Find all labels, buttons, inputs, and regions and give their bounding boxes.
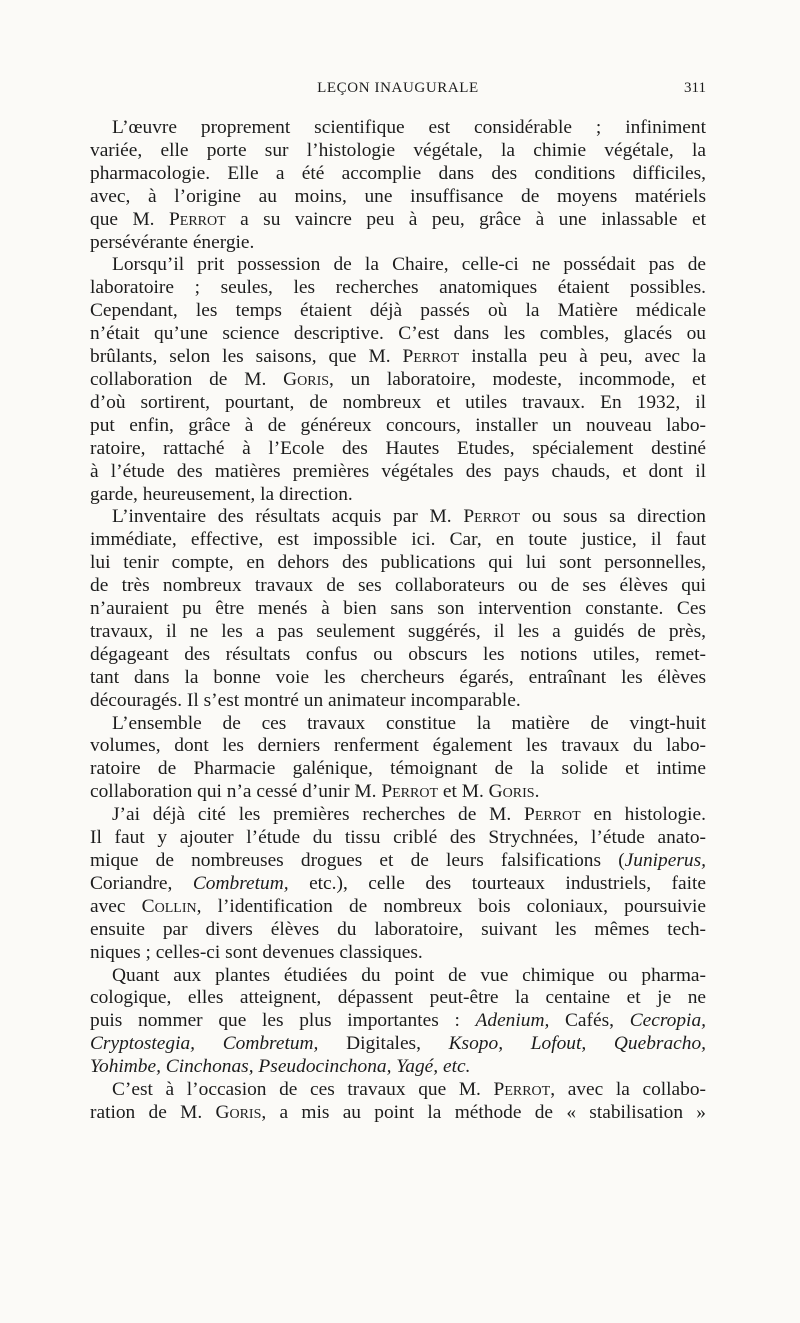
text-line: L’ensemble de ces travaux constitue la matière de vingt-huit xyxy=(112,712,706,734)
text-line: Coriandre, Combretum, etc.), celle des tourteaux industriels, faite xyxy=(90,872,706,894)
text-line: cologique, elles atteignent, dépassent peut-être la centaine et je ne xyxy=(90,987,706,1009)
text-line: Cependant, les temps étaient déjà passés où la Matière médicale xyxy=(90,300,706,322)
text-line: lui tenir compte, en dehors des publications qui lui sont personnelles, xyxy=(90,552,706,574)
text-line: à l’étude des matières premières végétales des pays chauds, et dont il xyxy=(90,460,706,482)
text-line: tant dans la bonne voie les chercheurs égarés, entraînant les élèves xyxy=(90,666,706,688)
running-title: LEÇON INAUGURALE xyxy=(317,80,479,96)
text-line: J’ai déjà cité les premières recherches de M. Perrot en histologie. xyxy=(112,804,706,826)
paragraph xyxy=(90,117,706,254)
author-name: Goris xyxy=(283,368,330,390)
text-line: n’auraient pu être menés à bien sans son intervention constante. Ces xyxy=(90,598,706,620)
text-line: que M. Perrot a su vaincre peu à peu, grâce à une inlassable et xyxy=(90,208,706,230)
text-line: ratoire de Pharmacie galénique, témoignant de la solide et intime xyxy=(90,758,706,780)
text-line: Lorsqu’il prit possession de la Chaire, celle-ci ne possédait pas de xyxy=(112,254,706,276)
text-line: travaux, il ne les a pas seulement suggérés, il les a guidés de près, xyxy=(90,620,706,642)
author-name: Perrot xyxy=(524,804,581,826)
author-name: Goris xyxy=(488,781,535,803)
text-line: variée, elle porte sur l’histologie végétale, la chimie végétale, la xyxy=(90,139,706,161)
text-line: découragés. Il s’est montré un animateur incomparable. xyxy=(90,689,521,711)
text-line: collaboration qui n’a cessé d’unir M. Perrot et M. Goris. xyxy=(90,781,540,803)
text-line: d’où sortirent, pourtant, de nombreux et utiles travaux. En 1932, il xyxy=(90,391,706,413)
text-line: ensuite par divers élèves du laboratoire, suivant les mêmes tech- xyxy=(90,918,706,940)
text-line: pharmacologie. Elle a été accomplie dans des conditions difficiles, xyxy=(90,162,706,184)
text-line: garde, heureusement, la direction. xyxy=(90,483,353,505)
author-name: Goris xyxy=(215,1101,262,1123)
paragraph xyxy=(90,254,706,506)
text-line: laboratoire ; seules, les recherches anatomiques étaient possibles. xyxy=(90,277,706,299)
page-number: 311 xyxy=(684,80,706,96)
author-name: Perrot xyxy=(463,506,521,528)
text-line: puis nommer que les plus importantes : Adenium, Cafés, Cecropia, xyxy=(90,1010,706,1032)
author-name: Perrot xyxy=(493,1079,551,1101)
text-line: brûlants, selon les saisons, que M. Perrot installa peu à peu, avec la xyxy=(90,346,706,368)
text-line: Yohimbe, Cinchonas, Pseudocinchona, Yagé, etc. xyxy=(90,1056,471,1078)
text-line: de très nombreux travaux de ses collaborateurs ou de ses élèves qui xyxy=(90,575,706,597)
text-line: n’était qu’une science descriptive. C’est dans les combles, glacés ou xyxy=(90,323,706,345)
text-line: L’œuvre proprement scientifique est considérable ; infiniment xyxy=(112,117,706,138)
text-line: Il faut y ajouter l’étude du tissu criblé des Strychnées, l’étude anato- xyxy=(90,827,706,849)
author-name: Collin xyxy=(141,895,197,917)
text-line: niques ; celles-ci sont devenues classiques. xyxy=(90,941,423,963)
author-name: Perrot xyxy=(381,781,439,803)
text-line: collaboration de M. Goris, un laboratoire, modeste, incommode, et xyxy=(90,368,706,390)
text-line: L’inventaire des résultats acquis par M. Perrot ou sous sa direction xyxy=(112,506,706,528)
author-name: Perrot xyxy=(402,346,460,368)
text-line: mique de nombreuses drogues et de leurs falsifications (Juniperus, xyxy=(90,850,706,871)
paragraph xyxy=(90,804,706,964)
text-line: ration de M. Goris, a mis au point la méthode de « stabilisation » xyxy=(90,1101,706,1123)
text-line: immédiate, effective, est impossible ici. Car, en toute justice, il faut xyxy=(90,529,706,551)
text-line: avec Collin, l’identification de nombreux bois coloniaux, poursuivie xyxy=(90,895,706,917)
paragraph xyxy=(90,965,706,1080)
text-line: persévérante énergie. xyxy=(90,231,255,253)
paragraph xyxy=(90,506,706,712)
text-line: volumes, dont les derniers renferment également les travaux du labo- xyxy=(90,735,706,757)
paragraph xyxy=(90,1079,706,1125)
text-line: Cryptostegia, Combretum, Digitales, Ksopo, Lofout, Quebracho, xyxy=(90,1033,706,1055)
text-line: dégageant des résultats confus ou obscurs les notions utiles, remet- xyxy=(90,643,706,665)
text-line: put enfin, grâce à de généreux concours, installer un nouveau labo- xyxy=(90,414,706,436)
text-line: avec, à l’origine au moins, une insuffisance de moyens matériels xyxy=(90,185,706,207)
text-line: ratoire, rattaché à l’Ecole des Hautes Etudes, spécialement destiné xyxy=(90,437,706,459)
text-line: Quant aux plantes étudiées du point de vue chimique ou pharma- xyxy=(112,964,706,986)
page-header xyxy=(90,80,706,102)
body-text xyxy=(90,117,706,1125)
paragraph xyxy=(90,713,706,805)
author-name: Perrot xyxy=(168,208,226,230)
text-line: C’est à l’occasion de ces travaux que M. Perrot, avec la collabo- xyxy=(112,1079,706,1101)
